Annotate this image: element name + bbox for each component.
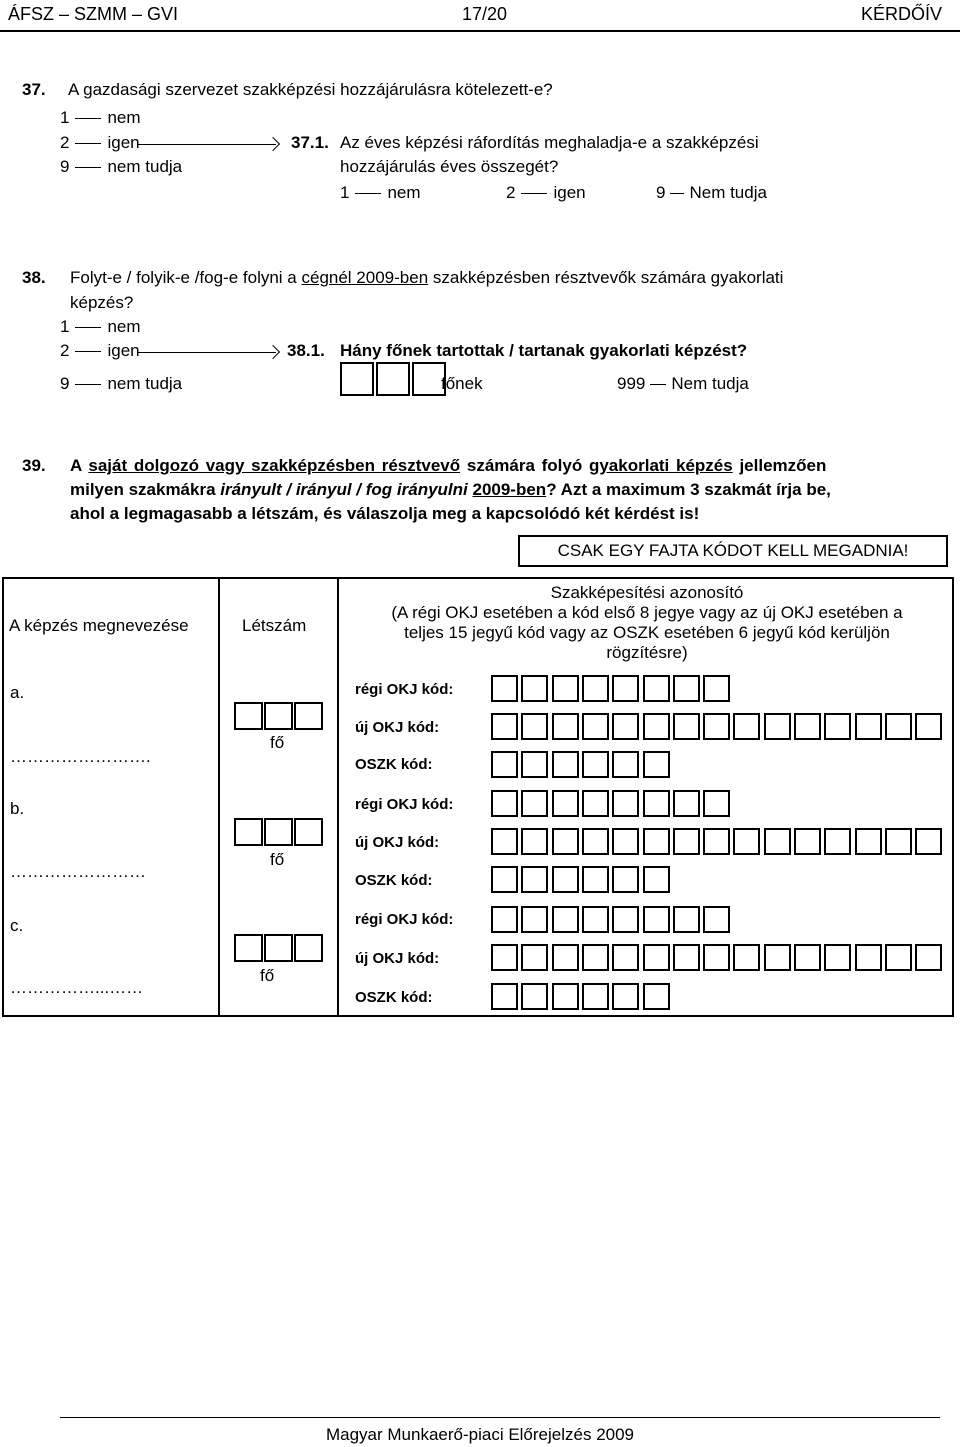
new-okj-digit-box[interactable] [733, 944, 760, 971]
q37-option-2[interactable]: 2 igen [60, 133, 140, 152]
old-okj-digit-box[interactable] [521, 906, 548, 933]
new-okj-digit-box[interactable] [552, 944, 579, 971]
oszk-digit-box[interactable] [491, 751, 518, 778]
oszk-digit-box[interactable] [582, 751, 609, 778]
new-okj-digit-box[interactable] [673, 828, 700, 855]
oszk-digit-box[interactable] [643, 751, 670, 778]
col-header-qualification-id [348, 583, 946, 663]
old-okj-digit-box[interactable] [673, 675, 700, 702]
header-divider [0, 30, 960, 32]
header-right: KÉRDŐÍV [860, 4, 942, 24]
row-a-new-okj-label: új OKJ kód: [355, 719, 440, 736]
new-okj-digit-box[interactable] [824, 713, 851, 740]
new-okj-digit-box[interactable] [612, 713, 639, 740]
new-okj-digit-box[interactable] [703, 828, 730, 855]
new-okj-digit-box[interactable] [915, 944, 942, 971]
row-b-unit: fő [270, 850, 285, 869]
old-okj-digit-box[interactable] [521, 675, 548, 702]
new-okj-digit-box[interactable] [764, 828, 791, 855]
oszk-digit-box[interactable] [521, 866, 548, 893]
row-b-count-box[interactable] [234, 818, 263, 846]
oszk-digit-box[interactable] [612, 751, 639, 778]
q38-option-9[interactable]: 9 nem tudja [60, 374, 183, 393]
arrow-icon [138, 352, 276, 353]
old-okj-digit-box[interactable] [491, 906, 518, 933]
old-okj-digit-box[interactable] [643, 790, 670, 817]
row-c-new-okj-label: új OKJ kód: [355, 950, 440, 967]
oszk-digit-box[interactable] [582, 983, 609, 1010]
row-a-count-box[interactable] [294, 702, 323, 730]
oszk-digit-box[interactable] [643, 866, 670, 893]
old-okj-digit-box[interactable] [703, 906, 730, 933]
row-b-old-okj-label: régi OKJ kód: [355, 796, 454, 813]
new-okj-digit-box[interactable] [582, 713, 609, 740]
new-okj-digit-box[interactable] [915, 828, 942, 855]
footer-divider [60, 1417, 940, 1418]
q39-text-line1: A saját dolgozó vagy szakképzésben résztvevő számára folyó gyakorlati képzés jellemzően [70, 456, 827, 475]
row-b-oszk-label: OSZK kód: [355, 872, 433, 889]
oszk-digit-box[interactable] [552, 751, 579, 778]
q37-1-option-2[interactable]: 2 igen [506, 183, 586, 202]
new-okj-digit-box[interactable] [733, 828, 760, 855]
new-okj-digit-box[interactable] [764, 713, 791, 740]
new-okj-digit-box[interactable] [491, 713, 518, 740]
q38-text-line2: képzés? [70, 293, 134, 312]
col-header-note-line2: teljes 15 jegyű kód vagy az OSZK esetében 6 jegyű kód kerüljön [404, 623, 890, 642]
q38-1-text: Hány főnek tartottak / tartanak gyakorlati képzést? [340, 341, 748, 360]
new-okj-digit-box[interactable] [764, 944, 791, 971]
row-b-count-box[interactable] [264, 818, 293, 846]
new-okj-digit-box[interactable] [703, 713, 730, 740]
old-okj-digit-box[interactable] [612, 790, 639, 817]
row-a-count-box[interactable] [234, 702, 263, 730]
arrow-icon [138, 144, 276, 145]
q37-option-9[interactable]: 9 nem tudja [60, 157, 183, 176]
old-okj-digit-box[interactable] [582, 790, 609, 817]
old-okj-digit-box[interactable] [582, 906, 609, 933]
row-a-name-field[interactable]: ……………………. [10, 747, 151, 766]
q38-1-unit: főnek [441, 374, 483, 393]
oszk-digit-box[interactable] [552, 866, 579, 893]
q39-text-line2: milyen szakmákra irányult / irányul / fog irányulni 2009-ben? Azt a maximum 3 szakmát írja be, [70, 480, 831, 499]
row-a-unit: fő [270, 733, 285, 752]
new-okj-digit-box[interactable] [855, 944, 882, 971]
q39-number: 39. [22, 456, 46, 475]
new-okj-digit-box[interactable] [855, 828, 882, 855]
new-okj-digit-box[interactable] [521, 828, 548, 855]
old-okj-digit-box[interactable] [703, 790, 730, 817]
oszk-digit-box[interactable] [612, 866, 639, 893]
col-header-training-name: A képzés megnevezése [9, 616, 189, 635]
new-okj-digit-box[interactable] [491, 944, 518, 971]
new-okj-digit-box[interactable] [643, 713, 670, 740]
header-left: ÁFSZ – SZMM – GVI [8, 4, 179, 24]
q37-1-option-1[interactable]: 1 nem [340, 183, 421, 202]
new-okj-digit-box[interactable] [794, 944, 821, 971]
col-header-note-line1: (A régi OKJ esetében a kód első 8 jegye vagy az új OKJ esetében a [391, 603, 903, 622]
row-c-count-box[interactable] [234, 934, 263, 962]
new-okj-digit-box[interactable] [915, 713, 942, 740]
row-b-new-okj-label: új OKJ kód: [355, 834, 440, 851]
page-header [0, 0, 960, 30]
oszk-digit-box[interactable] [582, 866, 609, 893]
old-okj-digit-box[interactable] [612, 675, 639, 702]
row-c-unit: fő [260, 966, 275, 985]
old-okj-digit-box[interactable] [552, 790, 579, 817]
oszk-digit-box[interactable] [521, 751, 548, 778]
column-divider [337, 577, 339, 1017]
q38-1-number: 38.1. [287, 341, 325, 360]
q37-option-1[interactable]: 1 nem [60, 108, 141, 127]
old-okj-digit-box[interactable] [673, 790, 700, 817]
oszk-digit-box[interactable] [612, 983, 639, 1010]
row-b-count-box[interactable] [294, 818, 323, 846]
oszk-digit-box[interactable] [552, 983, 579, 1010]
new-okj-digit-box[interactable] [643, 828, 670, 855]
new-okj-digit-box[interactable] [824, 828, 851, 855]
row-a-oszk-label: OSZK kód: [355, 756, 433, 773]
old-okj-digit-box[interactable] [612, 906, 639, 933]
new-okj-digit-box[interactable] [582, 944, 609, 971]
new-okj-digit-box[interactable] [794, 828, 821, 855]
new-okj-digit-box[interactable] [552, 828, 579, 855]
new-okj-digit-box[interactable] [582, 828, 609, 855]
q38-option-2[interactable]: 2 igen [60, 341, 140, 360]
new-okj-digit-box[interactable] [885, 828, 912, 855]
oszk-digit-box[interactable] [491, 983, 518, 1010]
new-okj-digit-box[interactable] [552, 713, 579, 740]
old-okj-digit-box[interactable] [643, 906, 670, 933]
q37-1-text-line1: Az éves képzési ráfordítás meghaladja-e a szakképzési [340, 133, 759, 152]
row-a-count-box[interactable] [264, 702, 293, 730]
new-okj-digit-box[interactable] [673, 713, 700, 740]
header-page-number: 17/20 [462, 4, 508, 24]
q37-number: 37. [22, 80, 46, 99]
q37-1-option-9[interactable]: 9 Nem tudja [656, 183, 767, 202]
new-okj-digit-box[interactable] [491, 828, 518, 855]
row-c-count-box[interactable] [294, 934, 323, 962]
q37-1-text-line2: hozzájárulás éves összegét? [340, 157, 559, 176]
row-c-name-field[interactable]: ……………...…… [10, 978, 144, 997]
new-okj-digit-box[interactable] [733, 713, 760, 740]
oszk-digit-box[interactable] [491, 866, 518, 893]
footer-text: Magyar Munkaerő-piaci Előrejelzés 2009 [325, 1425, 635, 1444]
oszk-digit-box[interactable] [643, 983, 670, 1010]
q39-text-line3: ahol a legmagasabb a létszám, és válaszolja meg a kapcsolódó két kérdést is! [70, 504, 700, 523]
q38-1-digit-box[interactable] [340, 362, 374, 396]
column-divider [218, 577, 220, 1017]
old-okj-digit-box[interactable] [643, 675, 670, 702]
col-header-title: Szakképesítési azonosító [550, 583, 744, 602]
new-okj-digit-box[interactable] [612, 944, 639, 971]
notice-box: CSAK EGY FAJTA KÓDOT KELL MEGADNIA! [518, 535, 948, 567]
new-okj-digit-box[interactable] [521, 713, 548, 740]
q37-1-number: 37.1. [291, 133, 329, 152]
q38-1-dont-know[interactable]: 999 Nem tudja [617, 374, 749, 393]
row-c-oszk-label: OSZK kód: [355, 989, 433, 1006]
q38-1-digit-box[interactable] [376, 362, 410, 396]
q37-text: A gazdasági szervezet szakképzési hozzájárulásra kötelezett-e? [68, 80, 553, 99]
new-okj-digit-box[interactable] [643, 944, 670, 971]
old-okj-digit-box[interactable] [521, 790, 548, 817]
new-okj-digit-box[interactable] [673, 944, 700, 971]
old-okj-digit-box[interactable] [552, 906, 579, 933]
row-c-label: c. [10, 916, 24, 935]
row-b-name-field[interactable]: …………………… [10, 862, 146, 881]
new-okj-digit-box[interactable] [612, 828, 639, 855]
old-okj-digit-box[interactable] [491, 675, 518, 702]
row-a-old-okj-label: régi OKJ kód: [355, 681, 454, 698]
new-okj-digit-box[interactable] [521, 944, 548, 971]
row-c-count-box[interactable] [264, 934, 293, 962]
q38-option-1[interactable]: 1 nem [60, 317, 141, 336]
oszk-digit-box[interactable] [521, 983, 548, 1010]
new-okj-digit-box[interactable] [855, 713, 882, 740]
new-okj-digit-box[interactable] [824, 944, 851, 971]
old-okj-digit-box[interactable] [703, 675, 730, 702]
q38-text: Folyt-e / folyik-e /fog-e folyni a cégnél 2009-ben szakképzésben résztvevők számára gyakorlati [70, 268, 784, 287]
old-okj-digit-box[interactable] [552, 675, 579, 702]
row-b-label: b. [10, 799, 25, 818]
row-c-old-okj-label: régi OKJ kód: [355, 911, 454, 928]
old-okj-digit-box[interactable] [582, 675, 609, 702]
row-a-label: a. [10, 683, 25, 702]
new-okj-digit-box[interactable] [885, 713, 912, 740]
old-okj-digit-box[interactable] [673, 906, 700, 933]
new-okj-digit-box[interactable] [794, 713, 821, 740]
old-okj-digit-box[interactable] [491, 790, 518, 817]
new-okj-digit-box[interactable] [885, 944, 912, 971]
col-header-note-line3: rögzítésre) [606, 643, 688, 662]
q38-number: 38. [22, 268, 46, 287]
new-okj-digit-box[interactable] [703, 944, 730, 971]
col-header-headcount: Létszám [242, 616, 307, 635]
